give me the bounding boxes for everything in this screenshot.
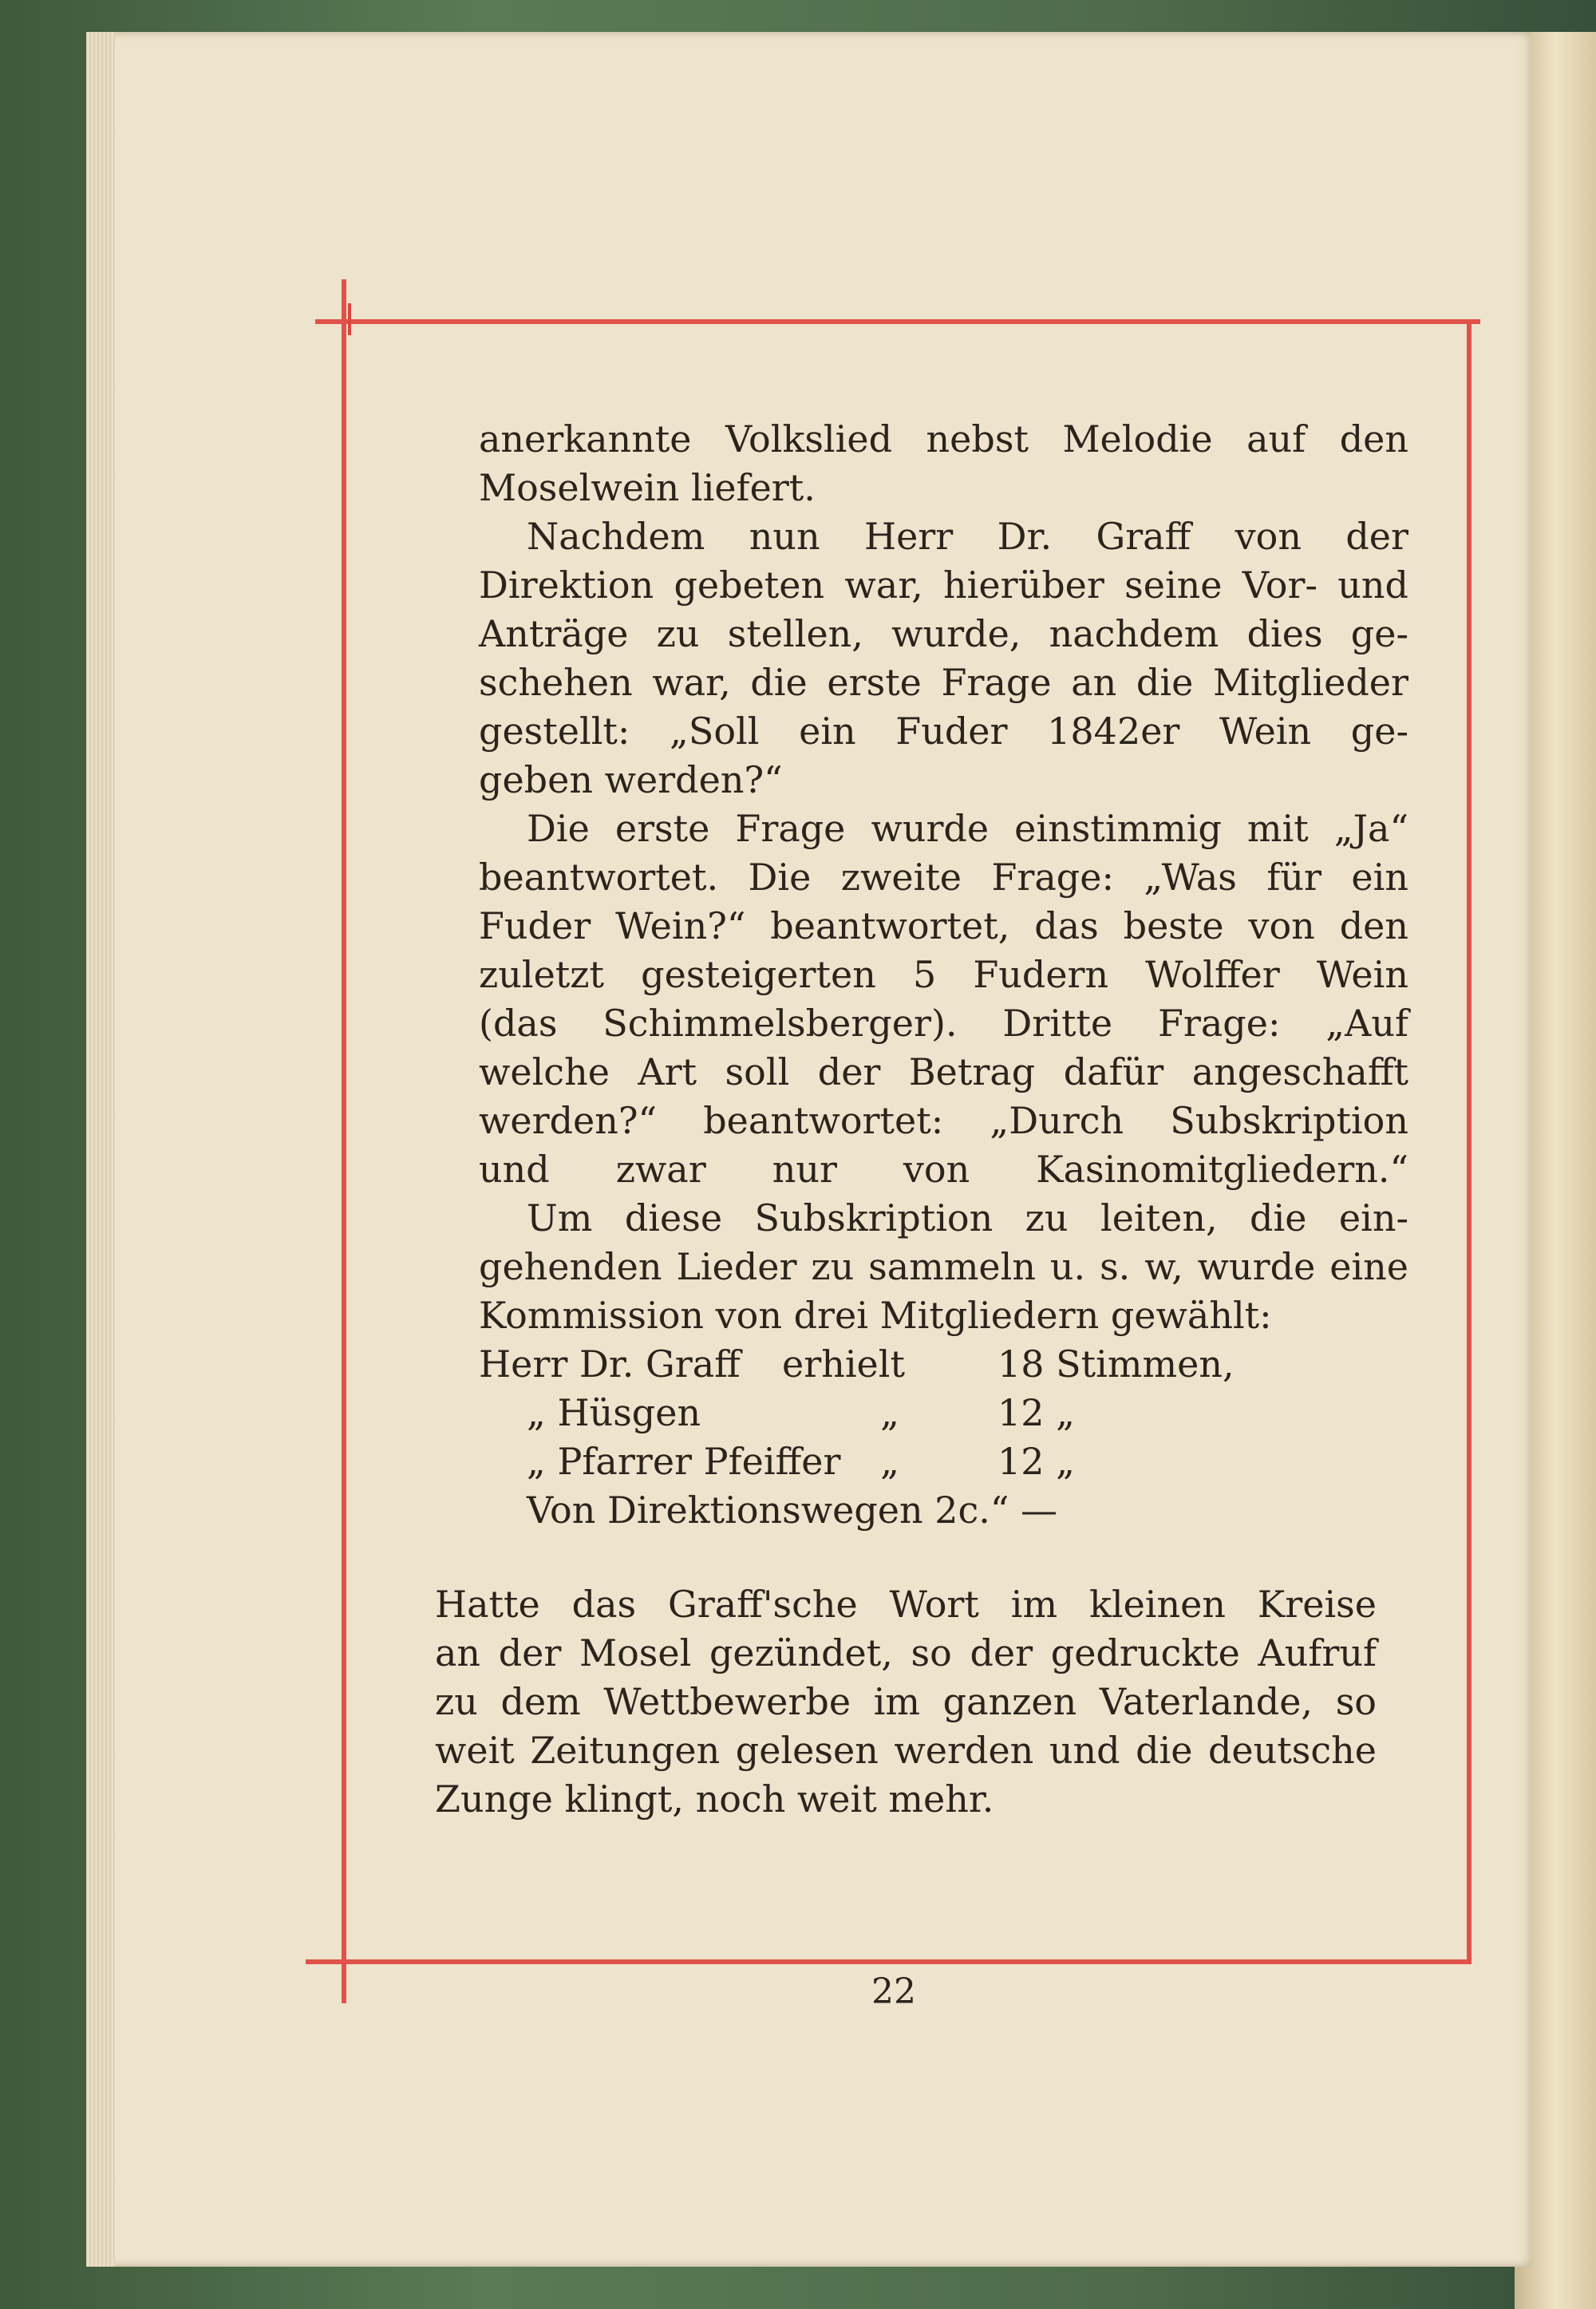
page-stack-edge <box>86 32 115 2267</box>
frame-left-line <box>342 279 346 2003</box>
vote-row <box>479 1437 1408 1486</box>
text-line: beantwortet. Die zweite Frage: „Was für ein <box>479 856 1408 899</box>
text-line: zu dem Wettbewerbe im ganzen Vaterlande, so <box>435 1680 1377 1723</box>
vote-verb: „ <box>880 1391 899 1434</box>
text-line: an der Mosel gezündet, so der gedruckte Aufruf <box>435 1631 1377 1674</box>
vote-name: „ Hüsgen <box>527 1391 701 1434</box>
text-line: Hatte das Graff'sche Wort im kleinen Kreise <box>435 1583 1377 1626</box>
text-line: Moselwein liefert. <box>479 466 816 509</box>
frame-top-line <box>315 319 1480 324</box>
page-body-text <box>479 415 1408 1535</box>
text-line: gestellt: „Soll ein Fuder 1842er Wein ge- <box>479 710 1408 753</box>
page-number: 22 <box>871 1971 916 2012</box>
text-line: Direktion gebeten war, hierüber seine Vor- und <box>479 563 1408 607</box>
text-line: Nachdem nun Herr Dr. Graff von der <box>527 515 1408 558</box>
text-line: welche Art soll der Betrag dafür angeschafft <box>479 1050 1408 1093</box>
vote-count: 12 „ <box>998 1391 1075 1434</box>
page-body-text-lower <box>435 1580 1377 1824</box>
text-line: werden?“ beantwortet: „Durch Subskription <box>479 1099 1408 1142</box>
vote-row <box>479 1389 1408 1437</box>
text-line: Von Direktionswegen 2c.“ — <box>527 1489 1058 1532</box>
vote-row <box>479 1340 1408 1389</box>
text-line: zuletzt gesteigerten 5 Fudern Wolffer Wein <box>479 953 1408 996</box>
text-line: Die erste Frage wurde einstimmig mit „Ja“ <box>527 807 1408 850</box>
text-line: Um diese Subskription zu leiten, die ein- <box>527 1196 1408 1240</box>
vote-verb: erhielt <box>782 1342 905 1386</box>
text-line: Anträge zu stellen, wurde, nachdem dies ge- <box>479 612 1408 655</box>
text-line: anerkannte Volkslied nebst Melodie auf den <box>479 417 1408 461</box>
text-line: weit Zeitungen gelesen werden und die deutsche <box>435 1729 1377 1772</box>
text-line: und zwar nur von Kasinomitgliedern.“ <box>479 1148 1408 1191</box>
text-line: schehen war, die erste Frage an die Mitglieder <box>479 661 1408 704</box>
text-line: geben werden?“ <box>479 758 783 801</box>
text-line: Zunge klingt, noch weit mehr. <box>435 1777 994 1821</box>
text-line: Kommission von drei Mitgliedern gewählt: <box>479 1294 1272 1337</box>
vote-name: „ Pfarrer Pfeiffer <box>527 1440 841 1483</box>
frame-left-tick-top <box>348 303 351 335</box>
text-line: gehenden Lieder zu sammeln u. s. w, wurde eine <box>479 1245 1408 1288</box>
vote-count: 12 „ <box>998 1440 1075 1483</box>
frame-bottom-line <box>306 1959 1471 1964</box>
vote-count: 18 Stimmen, <box>998 1342 1235 1386</box>
vote-name: Herr Dr. Graff <box>479 1342 741 1386</box>
text-line: (das Schimmelsberger). Dritte Frage: „Auf <box>479 1002 1408 1045</box>
text-line: Fuder Wein?“ beantwortet, das beste von den <box>479 904 1408 947</box>
frame-right-line <box>1467 319 1472 1964</box>
vote-verb: „ <box>880 1440 899 1483</box>
